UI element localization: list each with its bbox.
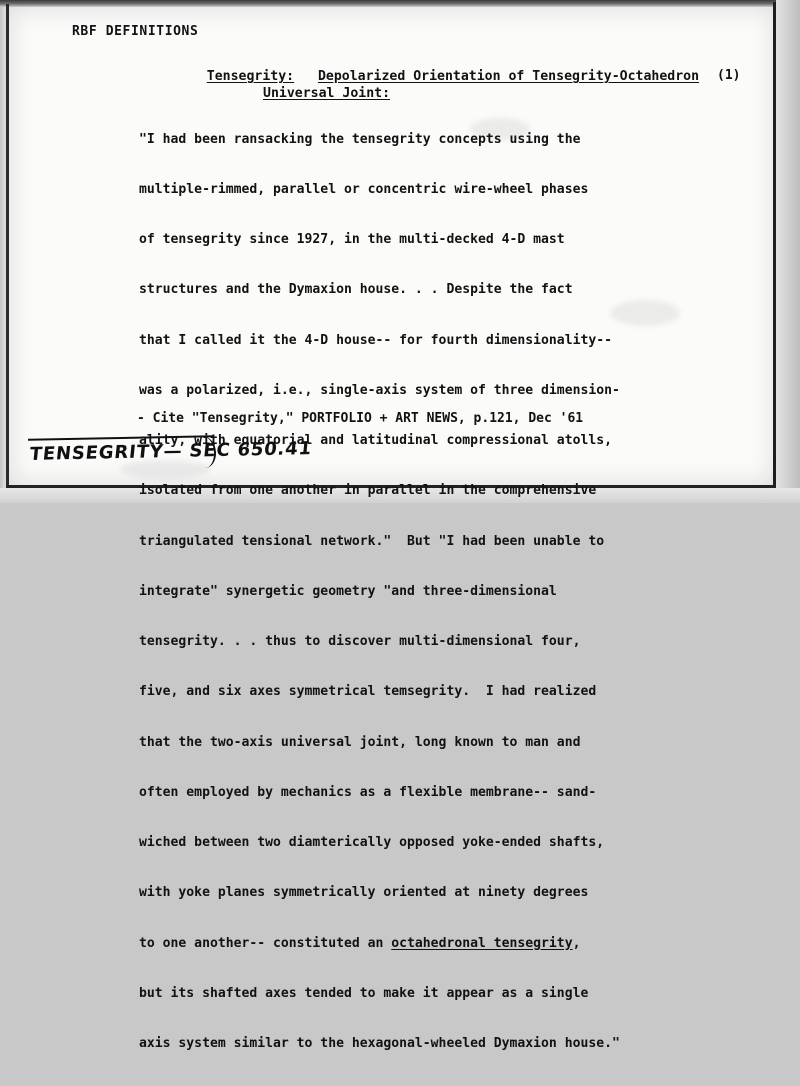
- page-left-edge: [6, 4, 9, 492]
- title-spacer: [294, 69, 318, 84]
- definition-term: Tensegrity:: [206, 69, 295, 84]
- body-line-with-underline: [139, 936, 620, 953]
- body-line: five, and six axes symmetrical temsegrity. I had realized: [139, 684, 597, 700]
- scan-top-edge: [0, 0, 800, 7]
- body-line-prefix: to one another-- constituted an: [139, 935, 392, 951]
- handwritten-annotation: TENSEGRITY— SEC 650.41: [28, 438, 314, 465]
- body-line: structures and the Dymaxion house. . . Despite the fact: [139, 282, 573, 298]
- body-line: wiched between two diamterically opposed yoke-ended shafts,: [139, 835, 605, 850]
- body-line: but its shafted axes tended to make it appear as a single: [139, 985, 589, 1001]
- body-line-suffix: ,: [572, 935, 581, 951]
- scan-right-margin: [776, 0, 800, 503]
- document-header: RBF DEFINITIONS: [72, 24, 199, 39]
- body-line: of tensegrity since 1927, in the multi-decked 4-D mast: [139, 232, 565, 247]
- quotation-body: [139, 98, 620, 1086]
- body-line: tensegrity. . . thus to discover multi-dimensional four,: [139, 634, 581, 649]
- body-line: "I had been ransacking the tensegrity concepts using the: [139, 131, 581, 147]
- body-line: ality, with equatorial and latitudinal compressional atolls,: [139, 433, 612, 448]
- citation-line: - Cite "Tensegrity," PORTFOLIO + ART NEWS, p.121, Dec '61: [137, 411, 584, 426]
- body-line: often employed by mechanics as a flexible membrane-- sand-: [139, 784, 597, 800]
- body-line: was a polarized, i.e., single-axis system of three dimension-: [139, 382, 620, 398]
- body-line: that I called it the 4-D house-- for fourth dimensionality--: [139, 332, 612, 348]
- body-line: isolated from one another in parallel in the comprehensive: [139, 483, 597, 499]
- definition-title-line1: Depolarized Orientation of Tensegrity-Octahedron: [317, 69, 700, 84]
- definition-title-line2: Universal Joint:: [263, 86, 391, 101]
- body-line: triangulated tensional network." But "I had been unable to: [139, 533, 605, 549]
- scan-smudge: [610, 300, 680, 326]
- body-line: integrate" synergetic geometry "and three-dimensional: [139, 583, 557, 599]
- page-number: (1): [717, 68, 741, 83]
- body-line: axis system similar to the hexagonal-wheeled Dymaxion house.": [139, 1036, 620, 1051]
- underlined-term: octahedronal tensegrity: [391, 935, 573, 951]
- body-line: with yoke planes symmetrically oriented at ninety degrees: [139, 885, 589, 901]
- body-line: multiple-rimmed, parallel or concentric wire-wheel phases: [139, 181, 589, 197]
- body-line: that the two-axis universal joint, long known to man and: [139, 734, 581, 750]
